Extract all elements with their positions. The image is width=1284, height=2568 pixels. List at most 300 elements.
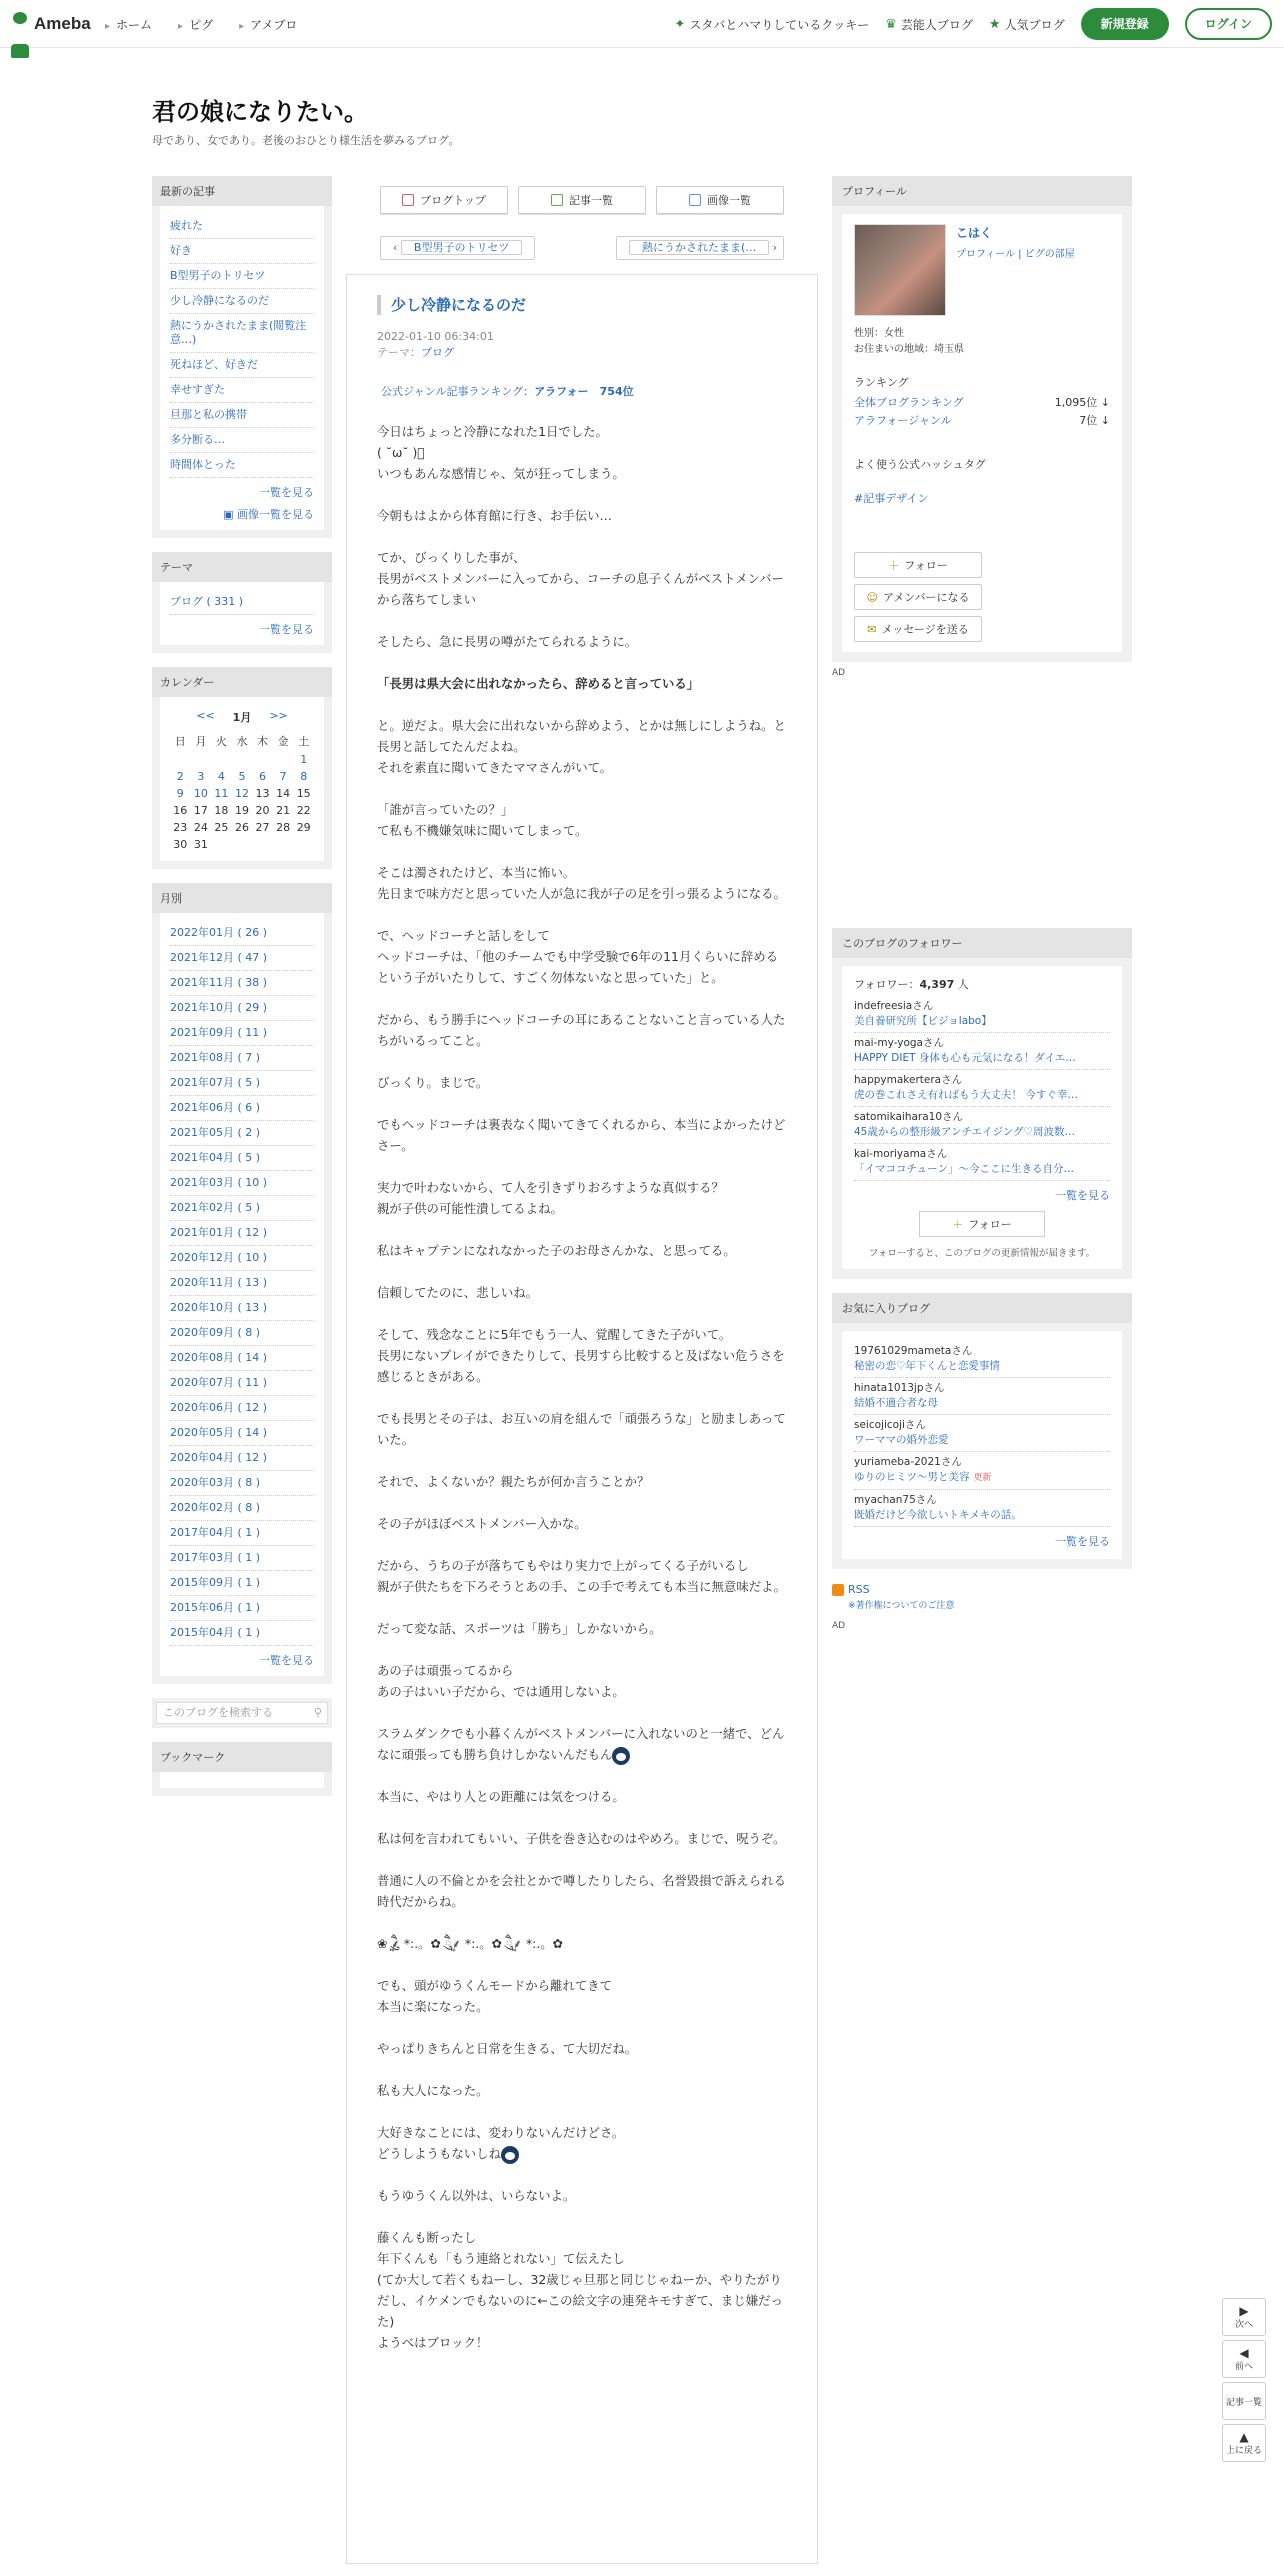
overall-ranking-value: 1,095位 ↓ — [1054, 396, 1110, 409]
follow-label: フォロー — [904, 559, 948, 572]
search-icon[interactable]: ⚲ — [313, 1706, 322, 1719]
profile-link[interactable]: プロフィール — [956, 249, 1015, 260]
article-line: だから、もう勝手にヘッドコーチの耳にあることないこと言っている人たちがいるってこと。 — [377, 1012, 786, 1048]
follower-blog-title[interactable]: 「イマココチューン」～今ここに生きる自分… — [854, 1163, 1074, 1175]
sparkle-icon: ✦ — [674, 16, 686, 32]
favorite-blog-title[interactable] — [854, 1470, 1110, 1486]
favorite-blog-title[interactable] — [854, 1396, 1110, 1411]
play-right-icon: ▶ — [1239, 2303, 1249, 2318]
calendar-month: 1月 — [232, 711, 252, 724]
article-line: 私は何を言われてもいい、子供を巻き込むのはやめろ。まじで、呪うぞ。 — [377, 1831, 786, 1846]
calendar-day[interactable]: 12 — [234, 787, 249, 800]
calendar-day: 16 — [173, 804, 188, 817]
monthly-item[interactable] — [170, 971, 314, 996]
favorite-name[interactable]: yuriameba-2021さん — [854, 1456, 962, 1468]
nav-ameblo[interactable]: ▸ アメブロ — [239, 16, 297, 33]
register-button[interactable]: 新規登録 — [1081, 8, 1169, 40]
favorite-name[interactable]: hinata1013jpさん — [854, 1382, 945, 1394]
calendar-day[interactable]: 4 — [217, 770, 225, 783]
pig-room-link[interactable]: ピグの部屋 — [1024, 249, 1075, 260]
prev-article-label: B型男子のトリセツ — [401, 240, 522, 255]
main-content — [346, 176, 818, 2564]
calendar-day[interactable]: 11 — [214, 787, 229, 800]
article-paragraph — [377, 1660, 787, 1702]
article-paragraph — [377, 1282, 787, 1303]
monthly-link[interactable]: 2020年05月 ( 14 ) — [170, 1426, 268, 1439]
article-paragraph — [377, 1009, 787, 1051]
monthly-link[interactable]: 2020年06月 ( 12 ) — [170, 1401, 268, 1414]
rss-link[interactable] — [832, 1583, 1132, 1596]
article-paragraph — [377, 1513, 787, 1534]
favorite-blog-title-text: 結婚不適合者な母 — [854, 1397, 938, 1409]
monthly-link[interactable]: 2020年02月 ( 8 ) — [170, 1501, 261, 1514]
article-paragraph — [377, 2185, 787, 2206]
article-line: 大好きなことには、変わりないんだけどさ。 — [377, 2125, 625, 2140]
calendar-weekday: 木 — [257, 735, 269, 748]
monthly-item[interactable] — [170, 1121, 314, 1146]
monthly-link[interactable]: 2021年07月 ( 5 ) — [170, 1076, 261, 1089]
monthly-more-link[interactable]: 一覧を見る — [259, 1654, 314, 1667]
float-prev-button[interactable] — [1222, 2340, 1266, 2378]
nav-home[interactable]: ▸ ホーム — [105, 16, 152, 33]
recent-article-link[interactable]: 少し冷静になるのだ — [170, 294, 269, 307]
calendar-day — [273, 751, 294, 768]
avatar[interactable] — [854, 224, 946, 316]
calendar-day[interactable]: 10 — [193, 787, 208, 800]
article-paragraph — [377, 1933, 787, 1954]
monthly-item[interactable] — [170, 1171, 314, 1196]
profile-box: プロフィール こはく プロフィール | ピグの部屋 性別：女性 お住まいの地域：埼玉県 ランキング 全体ブログランキング 1,095位 ↓ アラフォージャンル 7位 ↓ よく使う公式ハッシュタグ #記事デザイン ＋ フォロー ☺ アメンバーになる ✉ メッセージを送る — [832, 176, 1132, 662]
article-date: 2022-01-10 06:34:01 — [377, 330, 494, 343]
follower-item[interactable] — [854, 1033, 1110, 1070]
article-line: その子がほぼベストメンバー入かな。 — [377, 1516, 587, 1531]
recent-articles-list — [170, 214, 314, 478]
blog-description: 母であり、女であり。老後のおひとり様生活を夢みるブログ。 — [152, 134, 460, 147]
favorite-name[interactable]: 19761029mametaさん — [854, 1345, 973, 1357]
blog-tabs — [346, 186, 818, 214]
genre-ranking-link[interactable]: アラフォージャンル — [854, 414, 952, 427]
recent-article-link[interactable]: 旦那と私の携帯 — [170, 408, 247, 421]
header-link-popular[interactable] — [989, 16, 1065, 33]
favorite-blog-title[interactable] — [854, 1359, 1110, 1374]
search-placeholder: このブログを検索する — [163, 1706, 273, 1719]
article-paragraph — [377, 1786, 787, 1807]
calendar-day: 24 — [193, 821, 208, 834]
article-meta — [377, 329, 787, 361]
monthly-item[interactable] — [170, 921, 314, 946]
monthly-item[interactable] — [170, 996, 314, 1021]
article-line: だから、うちの子が落ちてもやはり実力で上がってくる子がいるし — [377, 1558, 749, 1573]
monthly-link[interactable]: 2017年04月 ( 1 ) — [170, 1526, 261, 1539]
favorite-blog-title[interactable] — [854, 1508, 1110, 1523]
recent-article-link[interactable]: 多分断る… — [170, 433, 225, 446]
monthly-link[interactable]: 2015年09月 ( 1 ) — [170, 1576, 261, 1589]
article-paragraph — [377, 1408, 787, 1450]
monthly-link[interactable]: 2021年12月 ( 47 ) — [170, 951, 268, 964]
monthly-item[interactable] — [170, 1146, 314, 1171]
article-paragraph — [377, 1870, 787, 1912]
ranking-heading: ランキング — [854, 376, 909, 389]
article-line: てか、びっくりした事が、 — [377, 550, 526, 565]
calendar-prev[interactable]: << — [196, 709, 215, 722]
recent-article-link[interactable]: 幸せすぎた — [170, 383, 225, 396]
calendar-day — [293, 836, 314, 853]
recent-more-link[interactable]: 一覧を見る — [259, 486, 314, 499]
ranking-value: アラフォー 754位 — [534, 385, 634, 398]
article-line: 長男がベストメンバーに入ってから、コーチの息子くんがベストメンバーから落ちてしまい — [377, 571, 784, 607]
header-link-celebrity[interactable] — [885, 16, 973, 33]
theme-item[interactable] — [170, 590, 314, 615]
theme-box — [152, 552, 332, 653]
article-line: それで、よくないか？親たちが何か言うことか？ — [377, 1474, 650, 1489]
monthly-item[interactable] — [170, 1421, 314, 1446]
article-line: いつもあんな感情じゃ、気が狂ってしまう。 — [377, 466, 625, 481]
calendar-day: 25 — [214, 821, 229, 834]
monthly-item[interactable] — [170, 1571, 314, 1596]
follower-item[interactable] — [854, 1107, 1110, 1144]
article-paragraph — [377, 673, 787, 694]
monthly-link[interactable]: 2021年06月 ( 6 ) — [170, 1101, 261, 1114]
monthly-link[interactable]: 2015年06月 ( 1 ) — [170, 1601, 261, 1614]
calendar-day: 30 — [173, 838, 188, 851]
favorite-name[interactable]: myachan75さん — [854, 1494, 937, 1506]
article-line: 年下くんも「もう連絡とれない」て伝えたし — [377, 2251, 625, 2266]
favorite-item[interactable] — [854, 1341, 1110, 1378]
followers-box — [832, 928, 1132, 1279]
monthly-item[interactable] — [170, 1446, 314, 1471]
recent-article-link[interactable]: 熱にうかされたまま(閲覧注意…) — [170, 319, 307, 346]
monthly-link[interactable]: 2021年05月 ( 2 ) — [170, 1126, 261, 1139]
blog-search-input[interactable] — [156, 1702, 328, 1724]
image-list-label: 画像一覧を見る — [237, 508, 314, 521]
profile-area: お住まいの地域：埼玉県 — [854, 344, 964, 355]
article-title[interactable]: 少し冷静になるのだ — [377, 295, 787, 315]
follower-item[interactable] — [854, 1070, 1110, 1107]
monthly-link[interactable]: 2022年01月 ( 26 ) — [170, 926, 268, 939]
calendar-day — [170, 751, 191, 768]
calendar-day: 15 — [296, 787, 311, 800]
monthly-item[interactable] — [170, 1246, 314, 1271]
article-paragraph — [377, 2080, 787, 2101]
monthly-link[interactable]: 2015年04月 ( 1 ) — [170, 1626, 261, 1639]
article-line: 実力で叶わないから、て人を引きずりおろすような真似する？ — [377, 1180, 724, 1195]
article-ranking[interactable] — [377, 383, 787, 399]
calendar-day[interactable]: 6 — [259, 770, 267, 783]
blog-search — [152, 1698, 332, 1728]
article-line: 親が子供の可能性潰してるよね。 — [377, 1201, 563, 1216]
article-line: もうゆうくん以外は、いらないよ。 — [377, 2188, 576, 2203]
article-paragraph — [377, 925, 787, 988]
global-header — [0, 0, 1284, 48]
favorites-more-link[interactable]: 一覧を見る — [1055, 1535, 1110, 1548]
calendar-day — [191, 751, 212, 768]
tab-blog-top[interactable] — [380, 186, 508, 214]
monthly-item[interactable] — [170, 1396, 314, 1421]
recent-article-item[interactable] — [170, 428, 314, 453]
recent-article-link[interactable]: 時間体とった — [170, 458, 236, 471]
crown-icon: ♛ — [885, 16, 897, 32]
article-line: 私も大人になった。 — [377, 2083, 489, 2098]
follower-unit: 人 — [954, 978, 969, 991]
monthly-item[interactable] — [170, 1621, 314, 1646]
monthly-link[interactable]: 2020年10月 ( 13 ) — [170, 1301, 268, 1314]
right-sidebar — [832, 176, 1132, 1631]
recent-article-item[interactable] — [170, 314, 314, 353]
monthly-item[interactable] — [170, 1021, 314, 1046]
follower-blog-title[interactable]: 美自養研究所【ビジョlabo】 — [854, 1015, 992, 1027]
float-list-button[interactable] — [1222, 2382, 1266, 2420]
follower-name[interactable]: indefreesiaさん — [854, 1000, 934, 1012]
favorites-box — [832, 1293, 1132, 1569]
calendar-day: 22 — [296, 804, 311, 817]
monthly-item[interactable] — [170, 1371, 314, 1396]
article-line: 私はキャプテンになれなかった子のお母さんかな、と思ってる。 — [377, 1243, 736, 1258]
calendar-day: 18 — [214, 804, 229, 817]
calendar-day: 13 — [255, 787, 270, 800]
favorite-item[interactable] — [854, 1452, 1110, 1490]
monthly-item[interactable] — [170, 1546, 314, 1571]
calendar-day[interactable]: 5 — [238, 770, 246, 783]
monthly-link[interactable]: 2021年09月 ( 11 ) — [170, 1026, 268, 1039]
article-paragraph — [377, 2038, 787, 2059]
favorite-blog-title[interactable] — [854, 1433, 1110, 1448]
emoji-face-icon — [501, 2146, 519, 2164]
genre-ranking-value: 7位 ↓ — [1079, 414, 1110, 427]
recent-articles-box — [152, 176, 332, 538]
float-prev-label: 前へ — [1234, 2361, 1253, 2372]
monthly-item[interactable] — [170, 1496, 314, 1521]
calendar-day[interactable]: 7 — [279, 770, 287, 783]
message-button[interactable] — [854, 616, 982, 642]
follow-button[interactable] — [854, 552, 982, 578]
floating-nav — [1222, 2298, 1266, 2466]
tab-image-list[interactable] — [656, 186, 784, 214]
article-line: そしたら、急に長男の噂がたてられるように。 — [377, 634, 638, 649]
login-button[interactable]: ログイン — [1185, 8, 1272, 40]
calendar-day[interactable]: 2 — [176, 770, 184, 783]
monthly-item[interactable] — [170, 1321, 314, 1346]
float-next-button[interactable] — [1222, 2298, 1266, 2336]
follower-item[interactable] — [854, 1144, 1110, 1181]
bookmark-box — [152, 1742, 332, 1796]
calendar-next[interactable]: >> — [269, 709, 288, 722]
monthly-item[interactable] — [170, 1221, 314, 1246]
monthly-link[interactable]: 2021年03月 ( 10 ) — [170, 1176, 268, 1189]
recent-article-item[interactable] — [170, 239, 314, 264]
monthly-item[interactable] — [170, 1196, 314, 1221]
monthly-item[interactable] — [170, 1046, 314, 1071]
monthly-link[interactable]: 2020年04月 ( 12 ) — [170, 1451, 268, 1464]
article-line: だって変な話、スポーツは「勝ち」しかないから。 — [377, 1621, 662, 1636]
article-paragraph — [377, 1828, 787, 1849]
ameba-logo[interactable] — [10, 10, 91, 38]
article-line: それを素直に聞いてきたママさんがいて。 — [377, 760, 613, 775]
monthly-link[interactable]: 2021年04月 ( 5 ) — [170, 1151, 261, 1164]
logo-text: Ameba — [34, 14, 91, 33]
next-article-button[interactable]: 熱にうかされたまま(… › — [616, 236, 784, 260]
article-line: ようべはブロック！ — [377, 2335, 489, 2350]
favorite-name[interactable]: seicojicojiさん — [854, 1419, 926, 1431]
image-list-link[interactable] — [170, 500, 314, 522]
follower-name[interactable]: happymakerteraさん — [854, 1074, 963, 1086]
article-paragraph — [377, 631, 787, 652]
monthly-item[interactable] — [170, 1271, 314, 1296]
calendar-day — [211, 836, 232, 853]
follower-blog-title[interactable]: HAPPY DIET 身体も心も元気になる！ダイエ… — [854, 1052, 1076, 1064]
calendar-weekday: 火 — [215, 735, 227, 748]
favorite-item[interactable] — [854, 1415, 1110, 1452]
recent-article-item[interactable] — [170, 378, 314, 403]
article-paragraph — [377, 547, 787, 610]
copyright-note-link[interactable]: ※著作権についてのご注意 — [848, 1601, 955, 1611]
profile-name[interactable]: こはく — [956, 226, 993, 240]
article-line: ( ˘ω˘ )ﾞ — [377, 445, 425, 460]
followers-more-link[interactable]: 一覧を見る — [1055, 1189, 1110, 1202]
image-icon: ▣ — [223, 508, 237, 521]
image-list-icon — [689, 194, 701, 206]
monthly-item[interactable] — [170, 1346, 314, 1371]
monthly-item[interactable] — [170, 1521, 314, 1546]
favorite-item[interactable] — [854, 1490, 1110, 1527]
recent-article-link[interactable]: B型男子のトリセツ — [170, 269, 266, 282]
followers-heading: このブログのフォロワー — [832, 928, 1132, 958]
update-badge: 更新 — [973, 1473, 992, 1483]
calendar-day[interactable]: 8 — [300, 770, 308, 783]
monthly-heading: 月別 — [152, 883, 332, 913]
follow-button-2[interactable] — [919, 1211, 1045, 1237]
calendar-day: 28 — [276, 821, 291, 834]
member-button[interactable] — [854, 584, 982, 610]
follower-name[interactable]: kai-moriyamaさん — [854, 1148, 948, 1160]
follower-count: 4,397 — [919, 978, 955, 991]
follower-blog-title[interactable]: 45歳からの整形級アンチエイジング♡周波数… — [854, 1126, 1075, 1138]
monthly-link[interactable]: 2020年09月 ( 8 ) — [170, 1326, 261, 1339]
tab-image-list-label: 画像一覧 — [707, 194, 751, 207]
calendar-weekday: 金 — [277, 735, 289, 748]
monthly-link[interactable]: 2017年03月 ( 1 ) — [170, 1551, 261, 1564]
recent-article-item[interactable] — [170, 264, 314, 289]
follower-count-label: フォロワー： — [854, 978, 920, 991]
calendar-day: 14 — [276, 787, 291, 800]
float-list-label: 記事一覧 — [1225, 2397, 1262, 2408]
recent-article-item[interactable] — [170, 289, 314, 314]
follower-name[interactable]: satomikaihara10さん — [854, 1111, 964, 1123]
calendar-day[interactable]: 9 — [176, 787, 184, 800]
blog-title[interactable]: 君の娘になりたい。 — [152, 98, 368, 126]
monthly-link[interactable]: 2021年01月 ( 12 ) — [170, 1226, 268, 1239]
recent-article-item[interactable] — [170, 353, 314, 378]
recent-article-link[interactable]: 死ねほど、好きだ — [170, 358, 258, 371]
article-paragraph — [377, 421, 787, 484]
favorites-list — [854, 1341, 1110, 1527]
monthly-link[interactable]: 2020年07月 ( 11 ) — [170, 1376, 268, 1389]
nav-pigg[interactable]: ▸ ピグ — [178, 16, 213, 33]
monthly-item[interactable] — [170, 1096, 314, 1121]
article-paragraph — [377, 1975, 787, 2017]
calendar-day: 19 — [234, 804, 249, 817]
mail-icon: ✉ — [867, 622, 877, 636]
overall-ranking-link[interactable]: 全体ブログランキング — [854, 396, 964, 409]
theme-heading: テーマ — [152, 552, 332, 582]
article-paragraph — [377, 1324, 787, 1387]
article-paragraph — [377, 1723, 787, 1765]
blog-top-icon — [402, 194, 414, 206]
prev-next-nav — [380, 236, 784, 260]
recent-article-item[interactable] — [170, 453, 314, 478]
calendar-weekday: 日 — [174, 735, 186, 748]
monthly-link[interactable]: 2020年12月 ( 10 ) — [170, 1251, 268, 1264]
article-line: 長男にないプレイができたりして、長男すら比較すると及ばない危うさを感じるときがある。 — [377, 1348, 785, 1384]
article-line: ❀ ཻུ۪۪⸙͎ *:.。✿ ཻུ۪۪⸙͎ *:.。✿ ཻུ۪۪⸙͎ *:.。✿ — [377, 1936, 564, 1951]
monthly-link[interactable]: 2020年08月 ( 14 ) — [170, 1351, 268, 1364]
article-line: 今朝もはよから体育館に行き、お手伝い… — [377, 508, 612, 523]
recent-article-link[interactable]: 好き — [170, 244, 192, 257]
float-next-label: 次へ — [1234, 2319, 1253, 2330]
header-link-celebrity-label: 芸能人ブログ — [900, 17, 973, 32]
calendar-day[interactable]: 1 — [300, 753, 308, 766]
article-line: ヘッドコーチは、「他のチームでも中学受験で6年の11月くらいに辞めるという子がいたりして、すごく勿体ないなと思っていた」と。 — [377, 949, 779, 985]
follower-list — [854, 996, 1110, 1181]
tab-article-list[interactable] — [518, 186, 646, 214]
article-line: 藤くんも断ったし — [377, 2230, 477, 2245]
monthly-item[interactable] — [170, 1471, 314, 1496]
float-top-button[interactable] — [1222, 2424, 1266, 2462]
theme-more-link[interactable]: 一覧を見る — [259, 623, 314, 636]
article-paragraph — [377, 1618, 787, 1639]
member-label: アメンバーになる — [882, 591, 970, 604]
calendar-weekday: 月 — [195, 735, 207, 748]
monthly-link[interactable]: 2020年03月 ( 8 ) — [170, 1476, 261, 1489]
left-sidebar — [152, 176, 332, 1810]
article-theme-link[interactable]: ブログ — [421, 346, 454, 359]
monthly-link[interactable]: 2021年08月 ( 7 ) — [170, 1051, 261, 1064]
recent-article-link[interactable]: 疲れた — [170, 219, 203, 232]
article-paragraph — [377, 799, 787, 841]
favorite-blog-title-text: 既婚だけど今欲しいトキメキの話。 — [854, 1509, 1022, 1521]
follower-name[interactable]: mai-my-yogaさん — [854, 1037, 944, 1049]
monthly-item[interactable] — [170, 946, 314, 971]
prev-article-button[interactable]: ‹ B型男子のトリセツ — [380, 236, 535, 260]
header-link-cookie[interactable] — [674, 16, 869, 33]
follower-item[interactable] — [854, 996, 1110, 1033]
monthly-item[interactable] — [170, 1296, 314, 1321]
play-left-icon: ◀ — [1239, 2345, 1249, 2360]
monthly-list — [170, 921, 314, 1646]
monthly-link[interactable]: 2020年11月 ( 13 ) — [170, 1276, 268, 1289]
article — [346, 274, 818, 2564]
recent-article-item[interactable] — [170, 214, 314, 239]
calendar-day[interactable]: 3 — [197, 770, 205, 783]
favorite-item[interactable] — [854, 1378, 1110, 1415]
theme-item-link[interactable]: ブログ ( 331 ) — [170, 595, 244, 608]
profile-heading: プロフィール — [832, 176, 1132, 206]
calendar-day: 21 — [276, 804, 291, 817]
tab-blog-top-label: ブログトップ — [420, 194, 486, 207]
monthly-link[interactable]: 2021年11月 ( 38 ) — [170, 976, 268, 989]
monthly-link[interactable]: 2021年10月 ( 29 ) — [170, 1001, 268, 1014]
article-line: でもヘッドコーチは裏表なく聞いてきてくれるから、本当によかったけどさー。 — [377, 1117, 786, 1153]
monthly-item[interactable] — [170, 1596, 314, 1621]
ad-label-2: AD — [832, 1621, 846, 1631]
hashtag-link[interactable]: #記事デザイン — [854, 492, 929, 505]
favorites-heading: お気に入りブログ — [832, 1293, 1132, 1323]
follower-blog-title[interactable]: 虎の巻これさえ有ればもう大丈夫！ 今すぐ幸… — [854, 1089, 1078, 1101]
recent-article-item[interactable] — [170, 403, 314, 428]
monthly-link[interactable]: 2021年02月 ( 5 ) — [170, 1201, 261, 1214]
monthly-item[interactable] — [170, 1071, 314, 1096]
calendar-weekday: 水 — [236, 735, 248, 748]
article-line: 「長男は県大会に出れなかったら、辞めると言っている」 — [377, 676, 700, 691]
